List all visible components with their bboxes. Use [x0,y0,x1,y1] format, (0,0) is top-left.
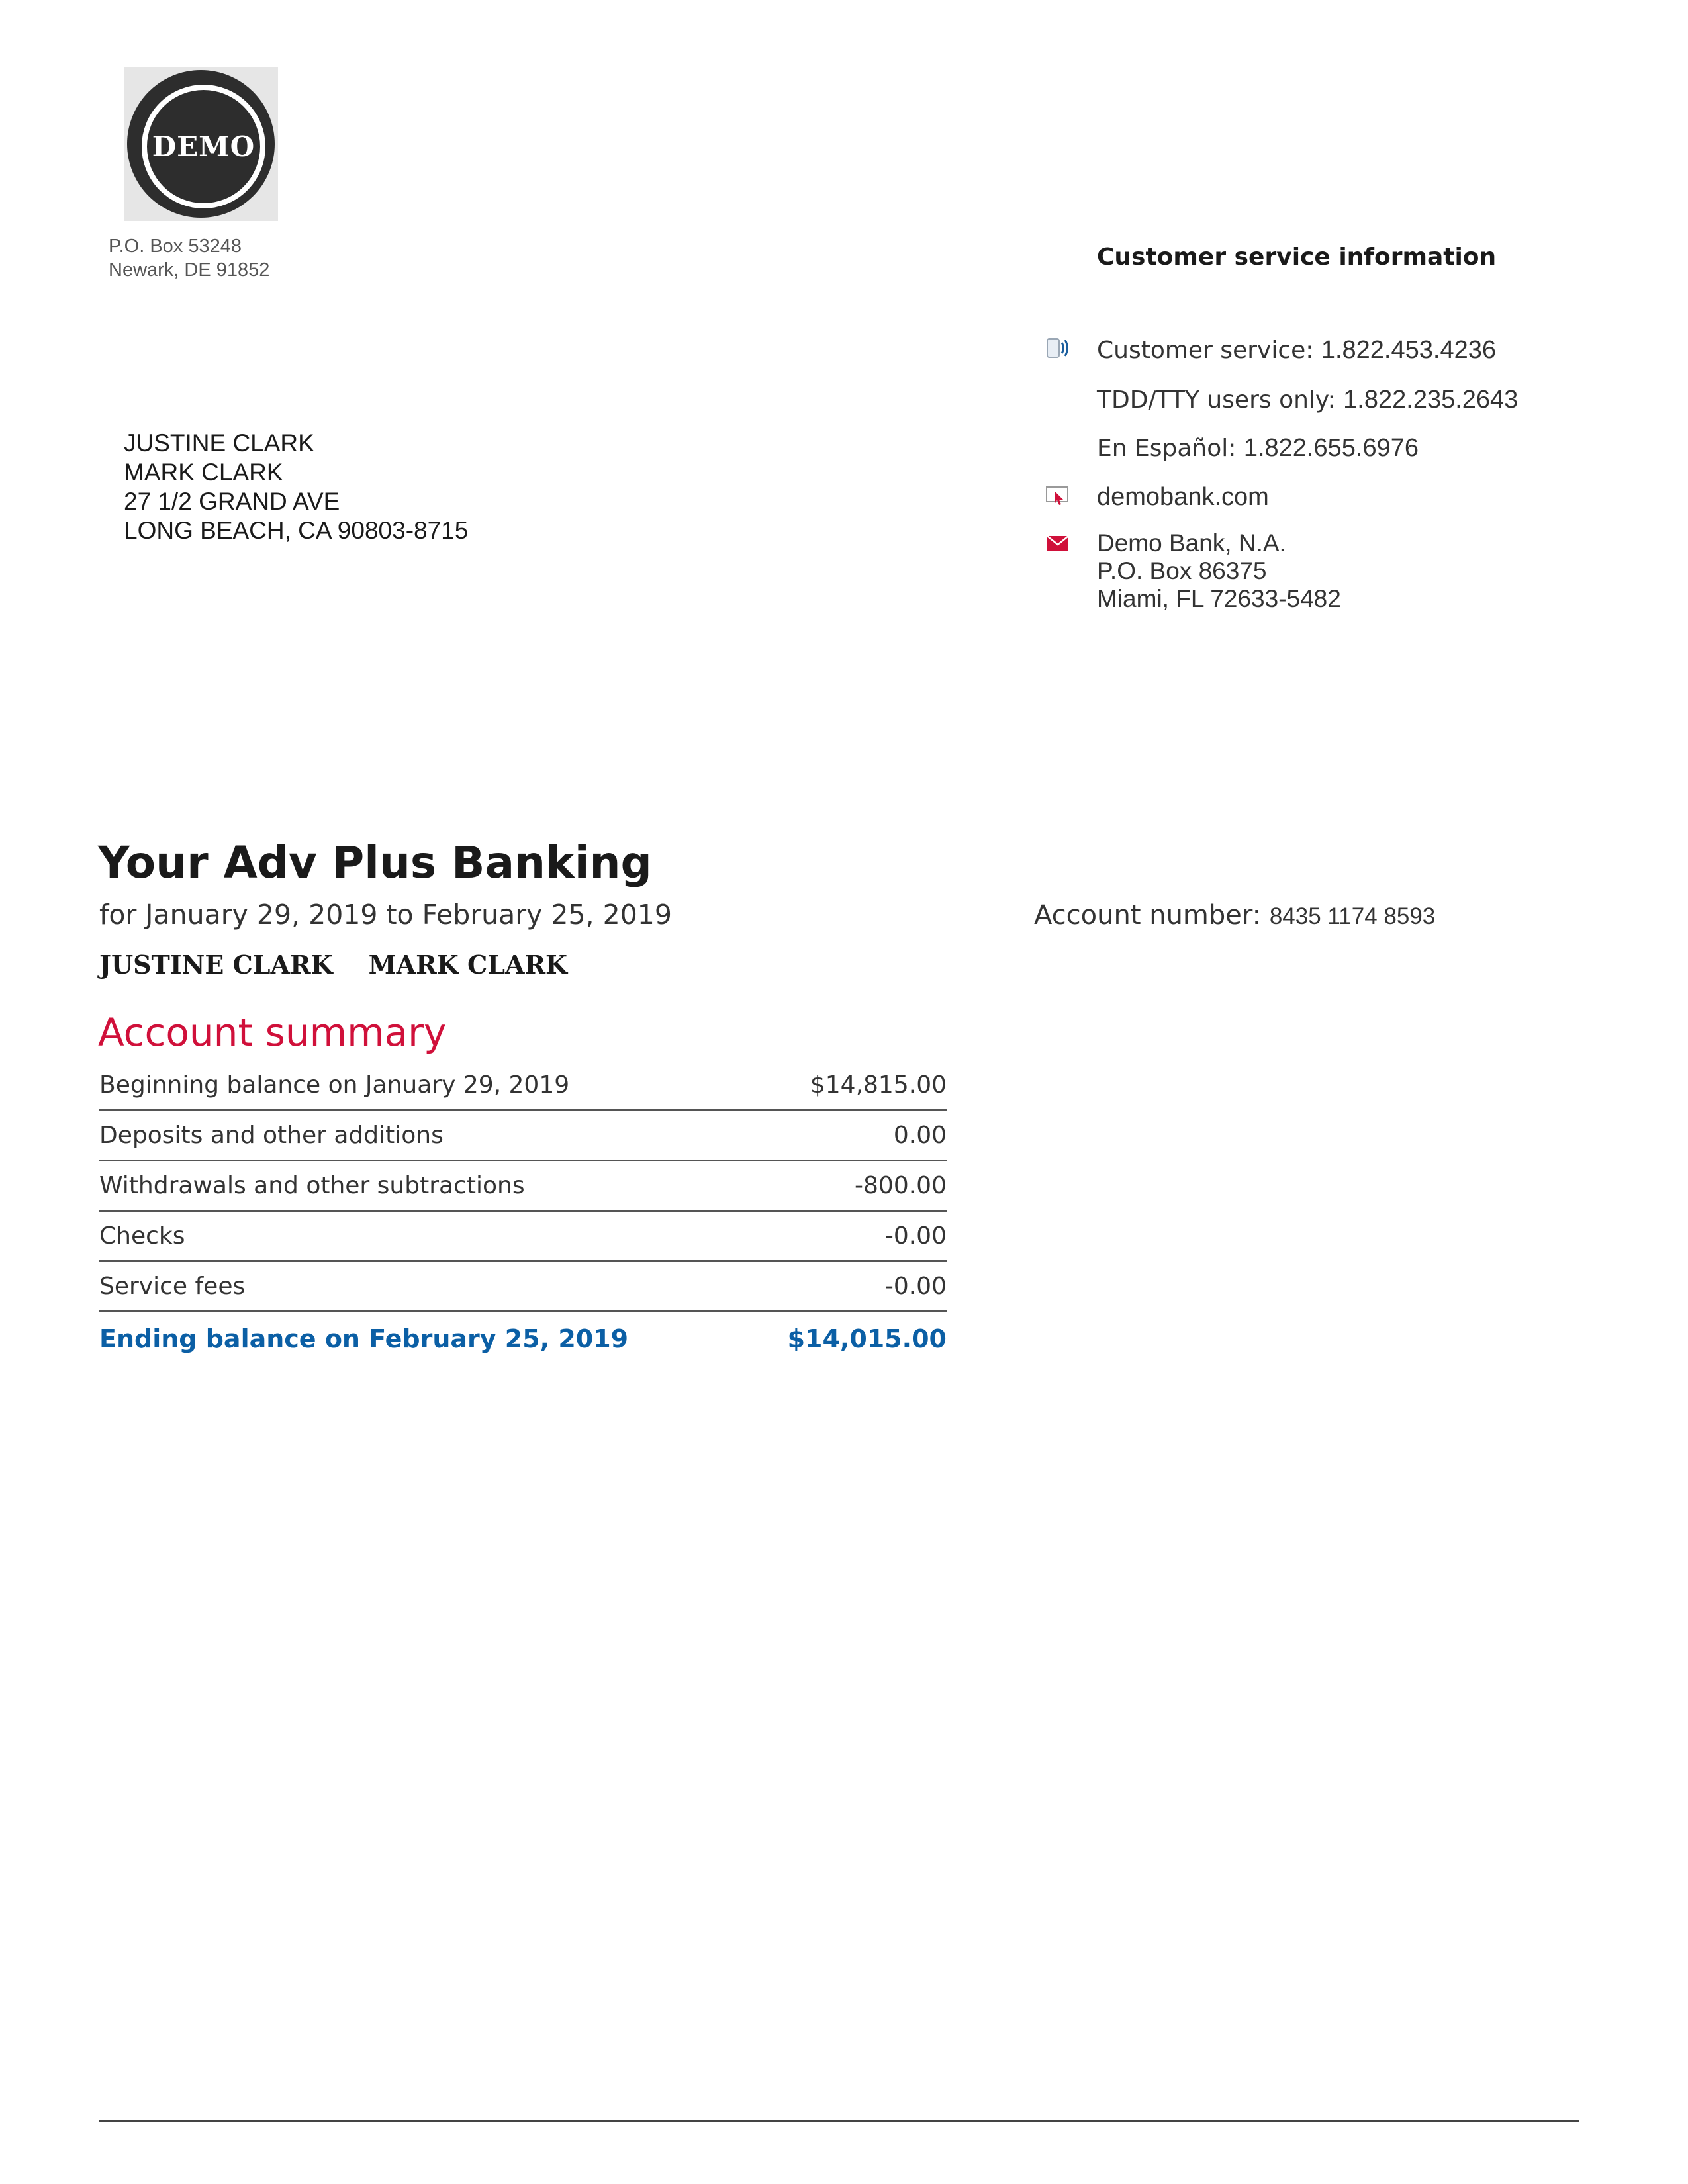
tty-number: 1.822.235.2643 [1343,386,1519,414]
customer-service-phone [1097,336,1496,365]
account-number-label: Account number: [1034,900,1270,931]
summary-row [99,1262,947,1312]
sender-address-line: Newark, DE 91852 [109,259,270,281]
statement-title: Your Adv Plus Banking [98,837,652,888]
summary-value: 0.00 [893,1122,947,1149]
account-summary-table [99,1061,947,1365]
mail-line: Demo Bank, N.A. [1097,529,1286,557]
summary-label: Checks [99,1222,185,1250]
espanol-label: En Español: [1097,435,1244,462]
recipient-address [124,429,468,545]
summary-row [99,1111,947,1161]
account-owners [99,950,603,979]
bank-logo [124,67,278,221]
owner-name: JUSTINE CLARK [99,950,333,979]
logo-text: DEMO [152,130,256,163]
account-summary-title: Account summary [98,1010,447,1055]
tty-phone [1097,386,1518,414]
customer-service-title: Customer service information [1097,244,1497,271]
mail-icon [1045,531,1071,555]
ending-balance-row [99,1312,947,1365]
recipient-line: JUSTINE CLARK [124,430,314,457]
espanol-phone [1097,434,1419,463]
phone-number: 1.822.453.4236 [1321,336,1496,364]
mail-line: P.O. Box 86375 [1097,557,1267,584]
tty-label: TDD/TTY users only: [1097,387,1344,414]
owner-name: MARK CLARK [368,950,568,979]
recipient-line: 27 1/2 GRAND AVE [124,488,340,515]
mail-line: Miami, FL 72633-5482 [1097,585,1341,612]
summary-label: Service fees [99,1273,246,1300]
summary-value: -800.00 [855,1172,947,1199]
summary-value: -0.00 [884,1222,947,1250]
web-icon [1045,484,1071,508]
sender-address [109,234,269,282]
summary-row [99,1161,947,1212]
phone-icon [1045,336,1071,360]
account-number-value: 8435 1174 8593 [1269,903,1436,929]
espanol-number: 1.822.655.6976 [1243,434,1419,462]
account-number [1034,900,1435,931]
mailing-address [1097,529,1341,613]
summary-label: Withdrawals and other subtractions [99,1172,525,1199]
summary-value: $14,815.00 [810,1071,947,1099]
footer-divider [99,2120,1579,2122]
summary-value: -0.00 [884,1273,947,1300]
logo-ring [127,70,275,218]
logo-inner [142,85,265,208]
recipient-line: LONG BEACH, CA 90803-8715 [124,517,469,544]
website-row [1097,483,1269,512]
summary-label: Deposits and other additions [99,1122,444,1149]
ending-balance-value: $14,015.00 [787,1324,947,1353]
ending-balance-label: Ending balance on February 25, 2019 [99,1324,629,1353]
summary-row [99,1061,947,1111]
recipient-line: MARK CLARK [124,459,283,486]
website-link[interactable]: demobank.com [1097,483,1269,511]
statement-period: for January 29, 2019 to February 25, 2019 [99,899,672,931]
summary-row [99,1212,947,1262]
summary-label: Beginning balance on January 29, 2019 [99,1071,570,1099]
phone-label: Customer service: [1097,337,1321,364]
sender-address-line: P.O. Box 53248 [109,236,242,257]
